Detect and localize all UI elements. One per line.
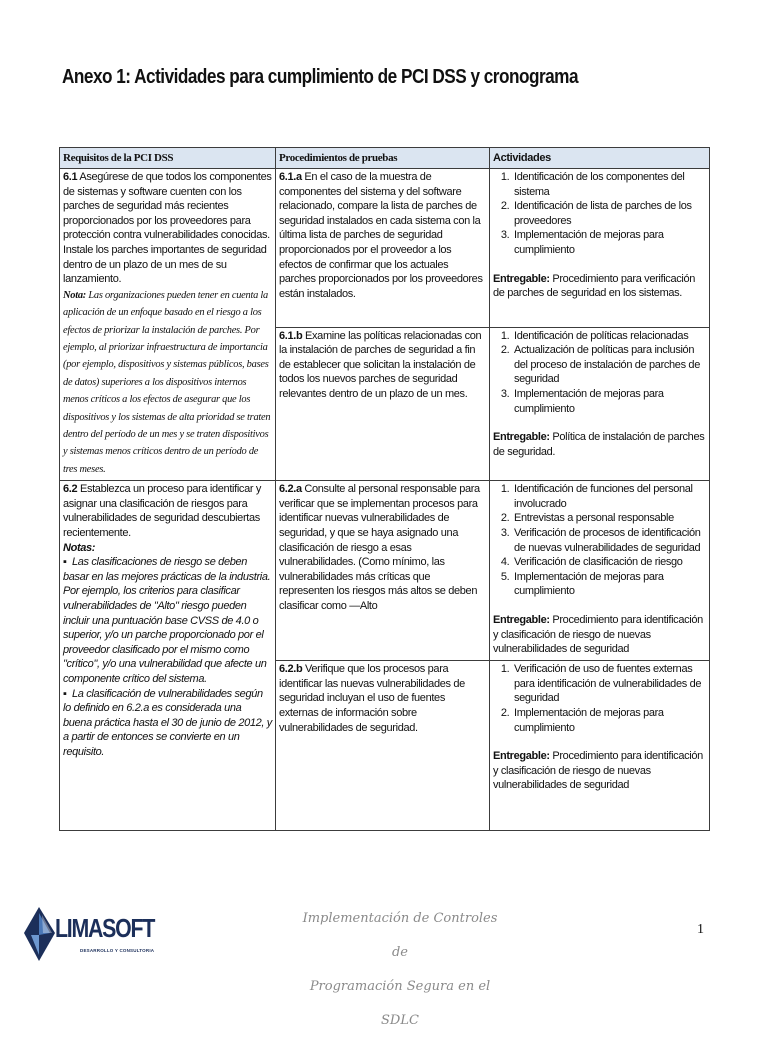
proc-number: 6.1.a: [279, 171, 302, 183]
req-number: 6.2: [63, 483, 78, 496]
requirement-6-2: [60, 481, 276, 831]
list-item: 1. Identificación de los componentes del sistema: [512, 170, 706, 199]
proc-number: 6.1.b: [279, 329, 303, 342]
deliverable-text: Procedimiento para verificación de parches de seguridad en los sistemas.: [493, 272, 695, 300]
activities-6-1-a: [490, 169, 710, 328]
proc-text: En el caso de la muestra de componentes del sistema y del software relacionado, compare la lista de parches de seguridad instalados en cada sistema con la última lista de parches de seguridad proporcionados por el proveedor a los efectos de confirmar que los actuales parches proporcionados por los proveedores están instalados.: [279, 171, 483, 300]
activities-6-2-a: [490, 481, 710, 661]
list-item: 5. Implementación de mejoras para cumplimiento: [512, 570, 706, 599]
footer-caption: [300, 902, 500, 1038]
note-text: Las organizaciones pueden tener en cuenta la aplicación de un enfoque basado en el riesgo a los efectos de priorizar la instalación de parches. Por ejemplo, al priorizar infraestructura de importancia (por ejemplo, dispositivos y sistemas públicos, bases de datos) superiores a los dispositivos internos menos críticos a los efectos de asegurar que los dispositivos y los sistemas de alta prioridad se traten dentro del período de un mes y se traten dispositivos y sistemas menos críticos dentro de un período de tres meses.: [63, 289, 271, 475]
logo-diamond-icon: [22, 905, 58, 963]
procedure-6-1-a: [276, 169, 490, 328]
list-item: 1. Identificación de funciones del personal involucrado: [512, 482, 706, 511]
list-item: 2. Implementación de mejoras para cumplimiento: [512, 706, 706, 735]
procedure-6-1-b: [276, 327, 490, 481]
header-actividades: Actividades: [490, 148, 710, 169]
activities-6-2-b: [490, 661, 710, 831]
note-bullet: [63, 687, 272, 760]
deliverable-label: Entregable:: [493, 750, 550, 763]
note-bullet: [63, 555, 272, 686]
procedure-6-2-a: [276, 481, 490, 661]
header-procedimientos: Procedimientos de pruebas: [276, 148, 490, 169]
table-row: [60, 481, 710, 661]
notes-label: Notas:: [63, 541, 96, 554]
proc-number: 6.2.b: [279, 663, 303, 676]
deliverable-text: Política de instalación de parches de seguridad.: [493, 431, 705, 458]
header-requisitos: Requisitos de la PCI DSS: [60, 148, 276, 169]
req-text: Establezca un proceso para identificar y asignar una clasificación de riesgos para vulnerabilidades de seguridad descubiertas recientemente.: [63, 483, 262, 539]
proc-text: Examine las políticas relacionadas con la instalación de parches de seguridad a fin de establecer que solicitan la instalación de todos los nuevos parches de seguridad relevantes dentro de un plazo de un mes.: [279, 329, 482, 400]
note-label: Nota:: [63, 289, 86, 301]
bullet-text: La clasificación de vulnerabilidades según lo definido en 6.2.a es considerada una buena práctica hasta el 30 de junio de 2012, y a partir de entonces se convierte en un requisito.: [63, 687, 272, 758]
bullet-icon: ▪: [63, 556, 67, 569]
page-number: 1: [697, 922, 704, 937]
list-item: 2. Entrevistas a personal responsable: [512, 511, 706, 526]
footer-line-1: Implementación de Controles de: [302, 911, 498, 960]
deliverable-label: Entregable:: [493, 431, 550, 444]
list-item: 3. Implementación de mejoras para cumplimiento: [512, 228, 706, 257]
requirements-table: [59, 147, 710, 831]
deliverable: [493, 613, 706, 657]
page-title: Anexo 1: Actividades para cumplimiento de PCI DSS y cronograma: [62, 66, 579, 88]
proc-text: Consulte al personal responsable para verificar que se implementan procesos para identificar nuevas vulnerabilidades de seguridad, y que se haya asignado una clasificación de riesgo a esas vulnerabilidades. (Como mínimo, las vulnerabilidades más críticas que representen los riesgos más altos se deben clasificar como —Alto: [279, 483, 480, 612]
footer-line-2: Programación Segura en el SDLC: [309, 979, 491, 1028]
deliverable: [493, 430, 706, 459]
deliverable-label: Entregable:: [493, 613, 550, 626]
list-item: 1. Verificación de uso de fuentes externas para identificación de vulnerabilidades de seguridad: [512, 662, 706, 706]
list-item: 1. Identificación de políticas relacionadas: [512, 329, 706, 344]
req-text: Asegúrese de que todos los componentes de sistemas y software cuenten con los parches de seguridad más recientes proporcionados por los proveedores para protección contra vulnerabilidades conocidas. Instale los parches importantes de seguridad dentro de un plazo de un mes de su lanzamiento.: [63, 171, 272, 286]
list-item: 2. Actualización de políticas para inclusión del proceso de instalación de parches de seguridad: [512, 343, 706, 387]
list-item: 3. Verificación de procesos de identificación de nuevas vulnerabilidades de seguridad: [512, 526, 706, 555]
deliverable-text: Procedimiento para identificación y clasificación de riesgo de nuevas vulnerabilidades de seguridad: [493, 750, 703, 792]
limasoft-logo: [22, 905, 155, 965]
req-number: 6.1: [63, 171, 78, 183]
deliverable: [493, 272, 706, 301]
deliverable-text: Procedimiento para identificación y clasificación de riesgo de nuevas vulnerabilidades de seguridad: [493, 613, 703, 656]
activities-6-1-b: [490, 327, 710, 481]
list-item: 2. Identificación de lista de parches de los proveedores: [512, 199, 706, 228]
bullet-icon: ▪: [63, 687, 67, 700]
logo-tagline: DESARROLLO Y CONSULTORIA: [80, 948, 155, 953]
proc-text: Verifique que los procesos para identificar las nuevas vulnerabilidades de seguridad incluyan el uso de fuentes externas de información sobre vulnerabilidades de seguridad.: [279, 663, 465, 734]
logo-brand: LIMASOFT: [55, 913, 155, 943]
req-note: [63, 287, 272, 478]
procedure-6-2-b: [276, 661, 490, 831]
bullet-text: Las clasificaciones de riesgo se deben basar en las mejores prácticas de la industria. Por ejemplo, los criterios para clasificar vulnerabilidades de "Alto" riesgo pueden incluir una puntuación base CVSS de 4.0 o superior, y/o un parche proporcionado por el proveedor clasificado por el mismo como "crítico", y/o una vulnerabilidad que afecte un componente crítico del sistema.: [63, 556, 271, 685]
requirement-6-1: [60, 169, 276, 481]
table-header-row: [60, 148, 710, 169]
deliverable-label: Entregable:: [493, 272, 550, 285]
deliverable: [493, 749, 706, 793]
table-row: [60, 169, 710, 328]
list-item: 3. Implementación de mejoras para cumplimiento: [512, 387, 706, 416]
proc-number: 6.2.a: [279, 483, 302, 496]
list-item: 4. Verificación de clasificación de riesgo: [512, 555, 706, 570]
